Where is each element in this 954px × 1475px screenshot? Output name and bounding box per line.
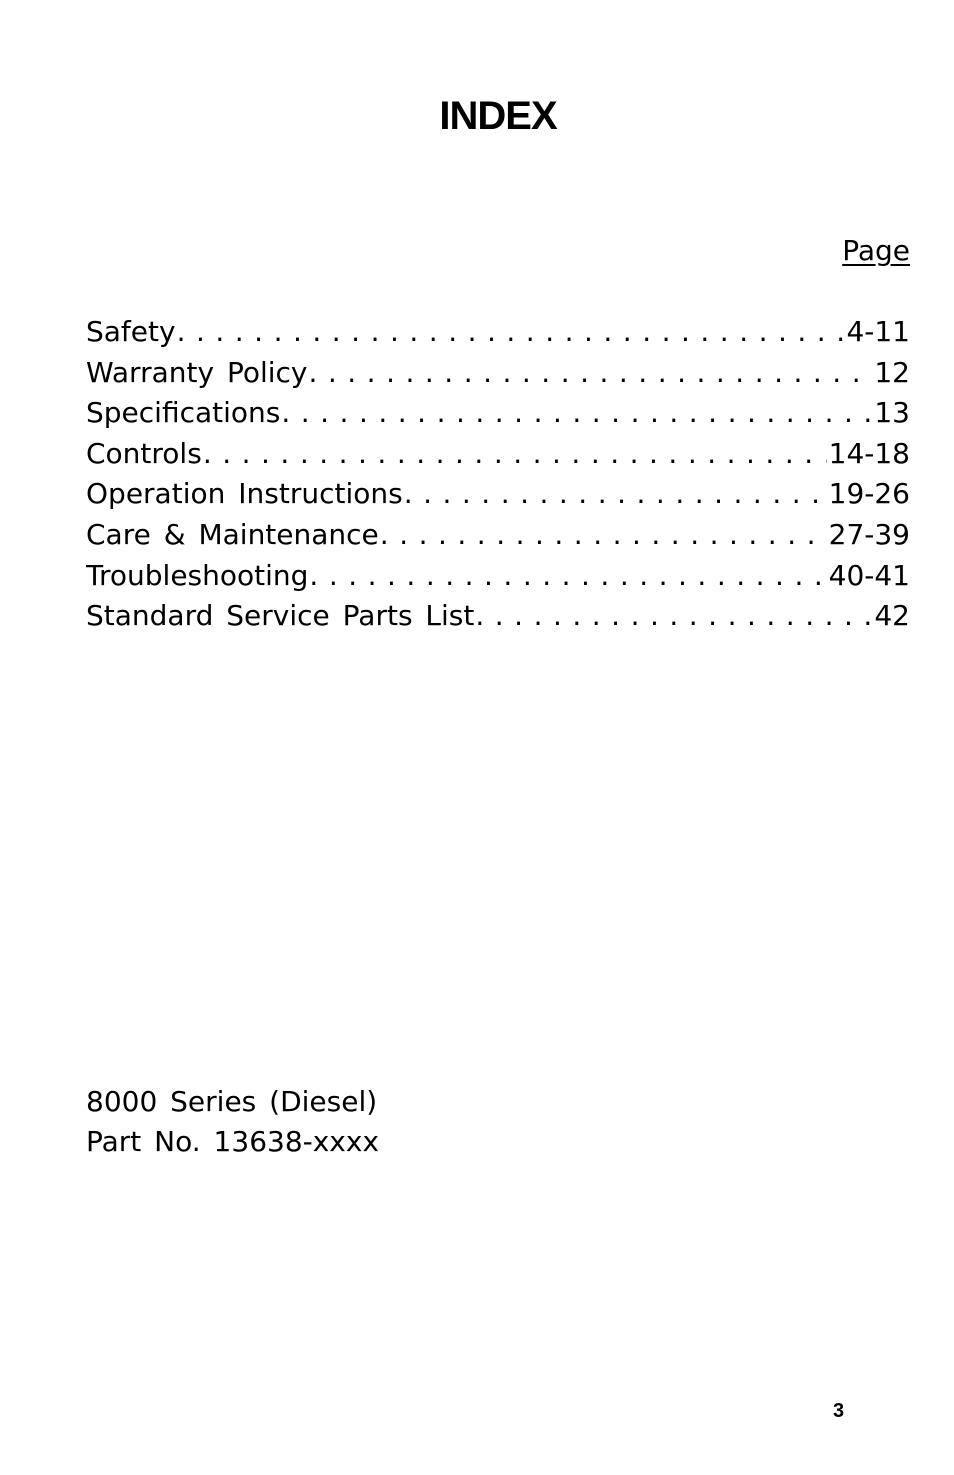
series-label: 8000 Series (Diesel) [86, 1085, 378, 1118]
page-number: 3 [833, 1400, 845, 1422]
part-number: Part No. 13638-xxxx [86, 1125, 380, 1158]
toc-entry-page: 13 [874, 396, 910, 430]
toc-entry-label: Controls [86, 436, 202, 470]
toc-entry-label: Care & Maintenance [86, 517, 379, 551]
toc-entry-page: 27-39 [828, 517, 910, 551]
dot-leader [202, 434, 827, 475]
toc-entry-page: 42 [874, 599, 910, 633]
toc-entry-label: Operation Instructions [86, 477, 403, 511]
toc-entry-label: Specifications [86, 396, 281, 430]
toc-entry-page: 12 [874, 355, 910, 389]
toc-entry-safety[interactable] [86, 312, 910, 353]
toc-entry-standard-service-parts-list[interactable] [86, 596, 910, 637]
toc-entry-label: Warranty Policy [86, 355, 308, 389]
toc-entry-care-maintenance[interactable] [86, 515, 910, 556]
product-info [86, 1082, 379, 1162]
toc-entry-warranty-policy[interactable] [86, 353, 910, 394]
dot-leader [308, 556, 826, 597]
toc-entry-page: 19-26 [828, 477, 910, 511]
toc-entry-label: Safety [86, 315, 176, 348]
toc-entry-label: Standard Service Parts List [86, 599, 475, 633]
table-of-contents [86, 312, 910, 637]
dot-leader [474, 596, 872, 637]
toc-entry-label: Troubleshooting [86, 558, 309, 592]
dot-leader [379, 515, 827, 556]
dot-leader [403, 474, 827, 515]
page-title: INDEX [439, 94, 557, 138]
toc-entry-operation-instructions[interactable] [86, 474, 910, 515]
toc-entry-page: 4-11 [846, 315, 910, 348]
toc-entry-page: 14-18 [828, 436, 910, 470]
page-column-header: Page [842, 234, 910, 267]
toc-entry-page: 40-41 [828, 558, 910, 592]
dot-leader [280, 393, 872, 434]
dot-leader [176, 312, 845, 353]
dot-leader [307, 353, 872, 394]
toc-entry-troubleshooting[interactable] [86, 556, 910, 597]
toc-entry-controls[interactable] [86, 434, 910, 475]
toc-entry-specifications[interactable] [86, 393, 910, 434]
